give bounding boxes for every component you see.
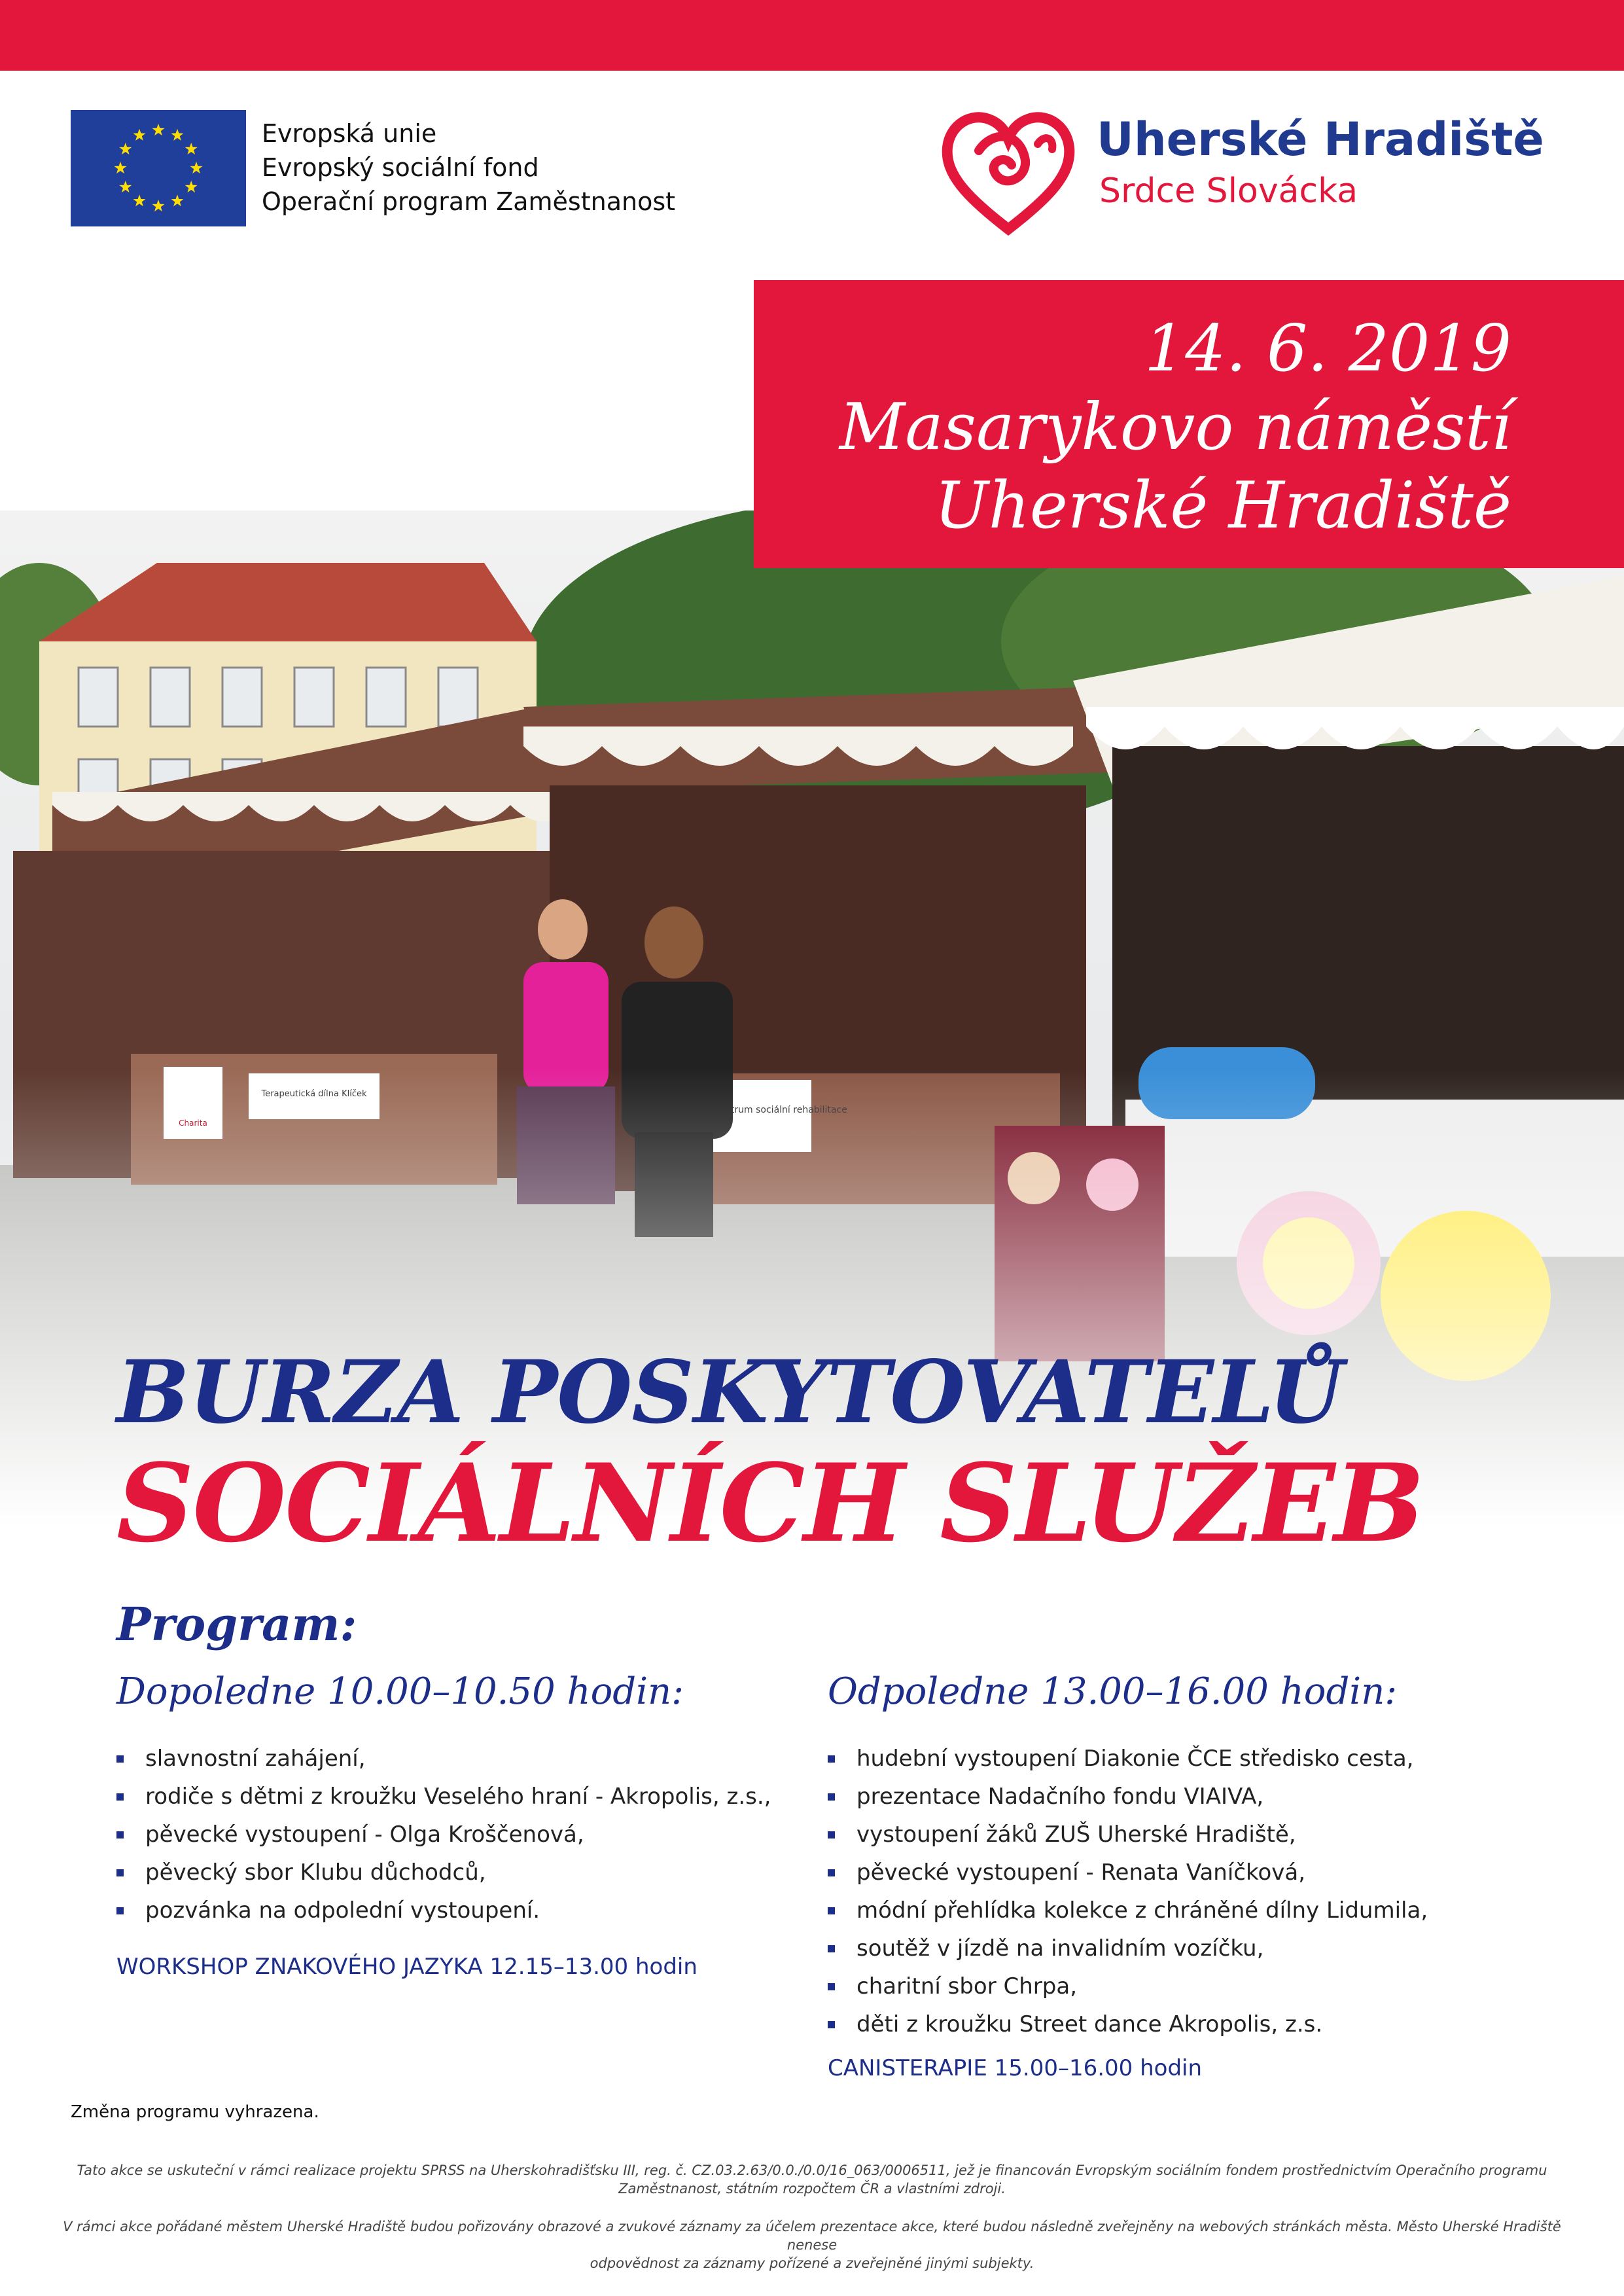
list-item: pěvecký sbor Klubu důchodců, [116,1854,771,1892]
eu-funding-text [262,117,675,219]
list-item: pěvecké vystoupení - Renata Vaníčková, [828,1854,1428,1892]
funding-line-2: Zaměstnanost, státním rozpočtem ČR a vlastními zdroji. [618,2181,1006,2197]
title-line-2: SOCIÁLNÍCH SLUŽEB [116,1440,1424,1566]
morning-heading: Dopoledne 10.00–10.50 hodin: [116,1670,684,1713]
event-date: 14. 6. 2019 [1144,312,1511,386]
list-item: pozvánka na odpolední vystoupení. [116,1892,771,1929]
event-venue-line-2: Uherské Hradiště [934,469,1511,543]
list-item: pěvecké vystoupení - Olga Kroščenová, [116,1816,771,1854]
canisterapie-note: CANISTERAPIE 15.00–16.00 hodin [828,2055,1203,2081]
list-item: slavnostní zahájení, [116,1740,771,1778]
funding-disclaimer [60,2161,1564,2198]
list-item: prezentace Nadačního fondu VIAIVA, [828,1778,1428,1816]
list-item: rodiče s dětmi z kroužku Veselého hraní - Akropolis, z.s., [116,1778,771,1816]
workshop-note: WORKSHOP ZNAKOVÉHO JAZYKA 12.15–13.00 hodin [116,1954,697,1980]
eu-flag-icon [71,110,246,226]
program-change-note: Změna programu vyhrazena. [71,2102,319,2122]
top-red-bar [0,0,1624,71]
heart-icon [940,105,1077,236]
list-item: hudební vystoupení Diakonie ČCE středisko cesta, [828,1740,1428,1778]
list-item: módní přehlídka kolekce z chráněné dílny Lidumila, [828,1892,1428,1929]
eu-line-1: Evropská unie [262,119,437,148]
city-subtitle: Srdce Slovácka [1099,171,1358,211]
event-venue-line-1: Masarykovo náměstí [839,390,1511,465]
program-label: Program: [116,1597,357,1651]
list-item: děti z kroužku Street dance Akropolis, z.s. [828,2005,1428,2043]
list-item: charitní sbor Chrpa, [828,1967,1428,2005]
city-name: Uherské Hradiště [1097,113,1544,166]
event-info-box [754,280,1624,568]
morning-program-list [116,1740,771,1929]
title-line-1: BURZA POSKYTOVATELŮ [116,1342,1343,1443]
list-item: vystoupení žáků ZUŠ Uherské Hradiště, [828,1816,1428,1854]
funding-line-1: Tato akce se uskuteční v rámci realizace projektu SPRSS na Uherskohradišťsku III, reg. č. CZ.03.2.63/0.0./0.0/16_063/0006511, jež je financován Evropským sociálním fondem prostřednictvím Operačního programu [77,2162,1547,2178]
privacy-disclaimer [60,2217,1564,2272]
list-item: soutěž v jízdě na invalidním vozíčku, [828,1929,1428,1967]
eu-line-3: Operační program Zaměstnanost [262,187,676,216]
eu-line-2: Evropský sociální fond [262,153,539,182]
afternoon-program-list [828,1740,1428,2043]
privacy-line-2: odpovědnost za záznamy pořízené a zveřejněné jinými subjekty. [590,2255,1034,2271]
privacy-line-1: V rámci akce pořádané městem Uherské Hradiště budou pořizovány obrazové a zvukové záznamy za účelem prezentace akce, které budou následně zveřejněny na webových stránkách města. Město Uherské Hradiště nenese [63,2219,1561,2253]
afternoon-heading: Odpoledne 13.00–16.00 hodin: [828,1670,1398,1713]
